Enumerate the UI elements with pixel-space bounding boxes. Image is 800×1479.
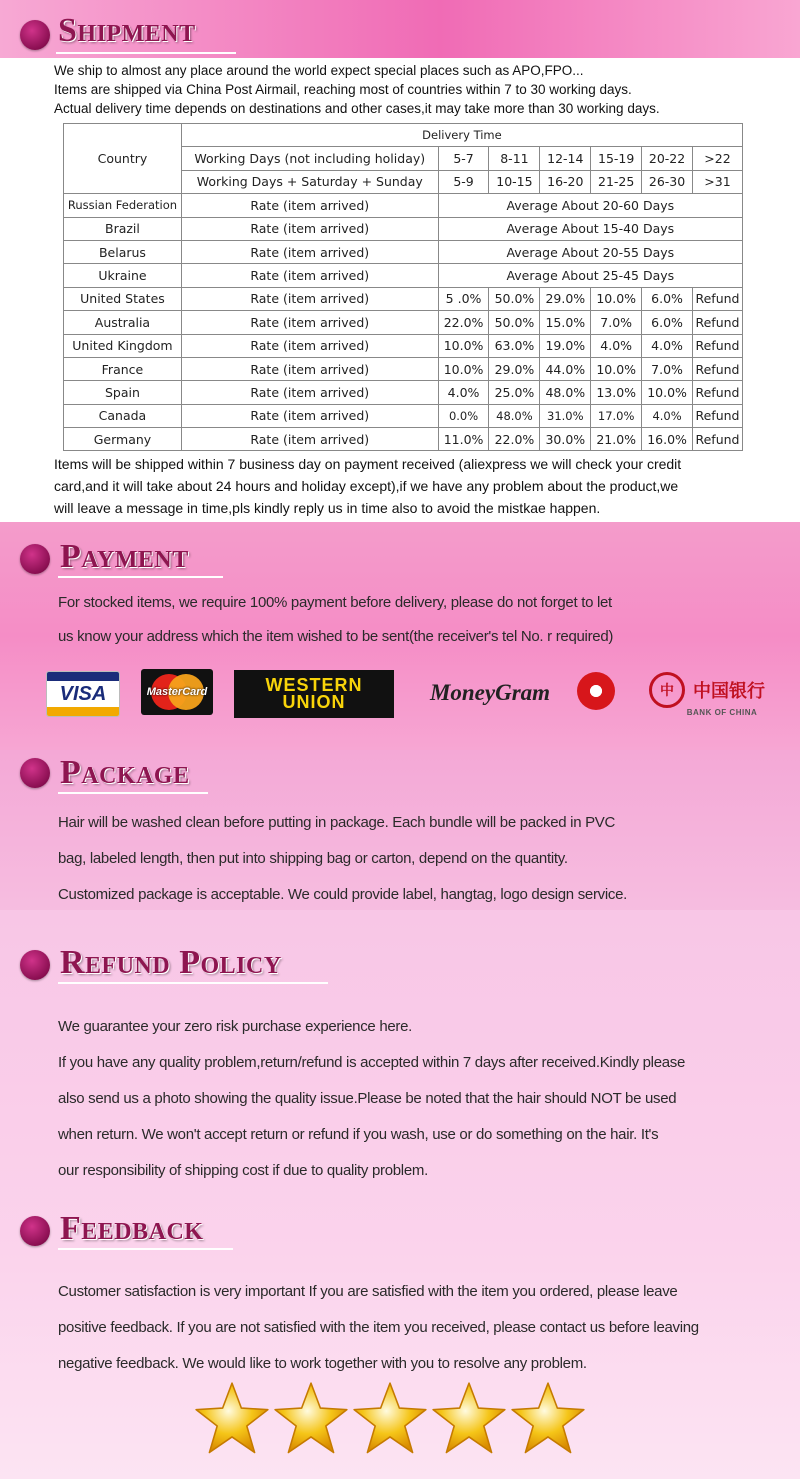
rate-value-cell: 10.0%	[438, 357, 489, 380]
rate-value-cell: 25.0%	[489, 381, 540, 404]
country-cell: Brazil	[64, 217, 182, 240]
country-cell: United States	[64, 287, 182, 310]
shipment-section	[0, 0, 800, 522]
rate-value-cell: 48.0%	[489, 404, 540, 427]
rate-label-cell: Rate (item arrived)	[181, 194, 438, 217]
shipment-intro-line-3: Actual delivery time depends on destinations and other cases,it may take more than 30 working days.	[54, 101, 660, 116]
rate-label-cell: Rate (item arrived)	[181, 381, 438, 404]
rate-value-cell: Refund	[692, 334, 742, 357]
country-cell: Russian Federation	[64, 194, 182, 217]
table-row	[64, 311, 743, 334]
table-row	[64, 240, 743, 263]
country-cell: France	[64, 357, 182, 380]
western-union-logo: WESTERN UNION	[234, 670, 394, 718]
rate-value-cell: 63.0%	[489, 334, 540, 357]
rate-label-cell: Rate (item arrived)	[181, 404, 438, 427]
rate-value-cell: 22.0%	[489, 428, 540, 451]
rate-value-cell: 30.0%	[540, 428, 591, 451]
table-row	[64, 428, 743, 451]
table-row	[64, 404, 743, 427]
range-cell: 16-20	[540, 170, 591, 193]
rate-value-cell: 17.0%	[591, 404, 642, 427]
rate-value-cell: 29.0%	[489, 357, 540, 380]
rate-value-cell: 44.0%	[540, 357, 591, 380]
country-cell: United Kingdom	[64, 334, 182, 357]
rate-value-cell: 13.0%	[591, 381, 642, 404]
rate-value-cell: 10.0%	[591, 287, 642, 310]
payment-line-2: us know your address which the item wished to be sent(the receiver's tel No. r required)	[58, 628, 614, 645]
payment-section	[0, 522, 800, 750]
range-cell: 10-15	[489, 170, 540, 193]
package-line-1: Hair will be washed clean before putting in package. Each bundle will be packed in PVC	[58, 814, 616, 831]
range-cell: 20-22	[642, 147, 693, 170]
package-line-3: Customized package is acceptable. We could provide label, hangtag, logo design service.	[58, 886, 627, 903]
rate-value-cell: 11.0%	[438, 428, 489, 451]
feedback-bullet-icon	[20, 1216, 50, 1246]
refund-title: Refund Policy	[60, 944, 282, 981]
rate-label-cell: Rate (item arrived)	[181, 428, 438, 451]
payment-title-underline	[58, 576, 223, 578]
package-line-2: bag, labeled length, then put into shipping bag or carton, depend on the quantity.	[58, 850, 568, 867]
shipment-bullet-icon	[20, 20, 50, 50]
country-cell: Australia	[64, 311, 182, 334]
country-cell: Ukraine	[64, 264, 182, 287]
table-row	[64, 357, 743, 380]
table-row	[64, 217, 743, 240]
package-section	[0, 750, 800, 910]
rate-value-cell: 50.0%	[489, 287, 540, 310]
table-row	[64, 194, 743, 217]
star-icon	[272, 1380, 350, 1458]
rate-value-cell: 48.0%	[540, 381, 591, 404]
refund-line-5: our responsibility of shipping cost if due to quality problem.	[58, 1162, 428, 1179]
rate-value-cell: 21.0%	[591, 428, 642, 451]
refund-bullet-icon	[20, 950, 50, 980]
star-icon	[351, 1380, 429, 1458]
range-cell: >31	[692, 170, 742, 193]
table-row	[64, 334, 743, 357]
country-cell: Spain	[64, 381, 182, 404]
rate-value-cell: Refund	[692, 311, 742, 334]
rate-value-cell: 0.0%	[438, 404, 489, 427]
range-cell: 26-30	[642, 170, 693, 193]
star-icon	[193, 1380, 271, 1458]
rate-label-cell: Rate (item arrived)	[181, 334, 438, 357]
range-cell: >22	[692, 147, 742, 170]
rate-value-cell: 19.0%	[540, 334, 591, 357]
rate-label-cell: Rate (item arrived)	[181, 311, 438, 334]
average-cell: Average About 25-45 Days	[438, 264, 742, 287]
average-cell: Average About 15-40 Days	[438, 217, 742, 240]
bank-of-china-logo: 中 中国银行 BANK OF CHINA	[637, 674, 777, 714]
package-title-underline	[58, 792, 208, 794]
range-cell: 5-7	[438, 147, 489, 170]
refund-title-underline	[58, 982, 328, 984]
rate-value-cell: 50.0%	[489, 311, 540, 334]
table-row	[64, 264, 743, 287]
rate-value-cell: Refund	[692, 287, 742, 310]
refund-line-1: We guarantee your zero risk purchase experience here.	[58, 1018, 413, 1035]
shipment-outro-line-3: will leave a message in time,pls kindly reply us in time also to avoid the mistkae happen.	[54, 500, 601, 516]
rate-value-cell: 10.0%	[438, 334, 489, 357]
rate-label-cell: Rate (item arrived)	[181, 357, 438, 380]
rate-value-cell: 4.0%	[591, 334, 642, 357]
payment-title: Payment	[60, 538, 189, 575]
table-row	[64, 287, 743, 310]
feedback-title: Feedback	[60, 1210, 204, 1247]
shipment-title: Shipment	[58, 12, 196, 49]
shipment-intro-line-1: We ship to almost any place around the world expect special places such as APO,FPO...	[54, 63, 584, 78]
rate-value-cell: 16.0%	[642, 428, 693, 451]
delivery-time-header: Delivery Time	[181, 124, 742, 147]
rate-value-cell: 10.0%	[642, 381, 693, 404]
rate-value-cell: 5 .0%	[438, 287, 489, 310]
rate-label-cell: Rate (item arrived)	[181, 240, 438, 263]
refund-line-2: If you have any quality problem,return/refund is accepted within 7 days after received.Kindly please	[58, 1054, 686, 1071]
average-cell: Average About 20-60 Days	[438, 194, 742, 217]
rate-value-cell: 6.0%	[642, 287, 693, 310]
moneygram-logo: MoneyGram	[429, 680, 551, 705]
rate-value-cell: 6.0%	[642, 311, 693, 334]
feedback-line-3: negative feedback. We would like to work together with you to resolve any problem.	[58, 1355, 587, 1372]
feedback-title-underline	[58, 1248, 233, 1250]
rate-label-cell: Rate (item arrived)	[181, 264, 438, 287]
delivery-rate-table	[63, 123, 743, 451]
refund-line-4: when return. We won't accept return or refund if you wash, use or do something on the hair. It's	[58, 1126, 659, 1143]
range-cell: 21-25	[591, 170, 642, 193]
country-cell: Germany	[64, 428, 182, 451]
rate-value-cell: 7.0%	[642, 357, 693, 380]
rate-value-cell: 15.0%	[540, 311, 591, 334]
package-bullet-icon	[20, 758, 50, 788]
package-title: Package	[60, 754, 190, 791]
rate-value-cell: 10.0%	[591, 357, 642, 380]
average-cell: Average About 20-55 Days	[438, 240, 742, 263]
shipment-intro-line-2: Items are shipped via China Post Airmail, reaching most of countries within 7 to 30 working days.	[54, 82, 632, 97]
star-icon	[509, 1380, 587, 1458]
weekend-days-label: Working Days + Saturday + Sunday	[181, 170, 438, 193]
moneygram-icon	[577, 672, 615, 710]
mastercard-logo: MasterCard	[141, 669, 213, 715]
country-cell: Canada	[64, 404, 182, 427]
table-row	[64, 381, 743, 404]
rate-value-cell: Refund	[692, 404, 742, 427]
country-cell: Belarus	[64, 240, 182, 263]
rate-value-cell: Refund	[692, 381, 742, 404]
star-icon	[430, 1380, 508, 1458]
rate-value-cell: 4.0%	[642, 334, 693, 357]
range-cell: 15-19	[591, 147, 642, 170]
range-cell: 8-11	[489, 147, 540, 170]
rate-value-cell: 4.0%	[438, 381, 489, 404]
visa-logo: VISA	[46, 671, 120, 717]
rate-value-cell: Refund	[692, 357, 742, 380]
shipment-title-underline	[56, 52, 236, 54]
rating-stars	[193, 1380, 593, 1475]
rate-label-cell: Rate (item arrived)	[181, 217, 438, 240]
rate-value-cell: 7.0%	[591, 311, 642, 334]
country-header: Country	[64, 124, 182, 194]
rate-value-cell: Refund	[692, 428, 742, 451]
rate-value-cell: 22.0%	[438, 311, 489, 334]
rate-value-cell: 31.0%	[540, 404, 591, 427]
payment-line-1: For stocked items, we require 100% payment before delivery, please do not forget to let	[58, 594, 612, 611]
range-cell: 5-9	[438, 170, 489, 193]
working-days-label: Working Days (not including holiday)	[181, 147, 438, 170]
refund-line-3: also send us a photo showing the quality issue.Please be noted that the hair should NOT be used	[58, 1090, 677, 1107]
rate-value-cell: 29.0%	[540, 287, 591, 310]
payment-bullet-icon	[20, 544, 50, 574]
range-cell: 12-14	[540, 147, 591, 170]
feedback-line-2: positive feedback. If you are not satisfied with the item you received, please contact us before leaving	[58, 1319, 699, 1336]
rate-value-cell: 4.0%	[642, 404, 693, 427]
table-row	[64, 124, 743, 147]
shipment-outro-line-2: card,and it will take about 24 hours and holiday except),if we have any problem about the product,we	[54, 478, 679, 494]
feedback-line-1: Customer satisfaction is very important If you are satisfied with the item you ordered, please leave	[58, 1283, 678, 1300]
rate-label-cell: Rate (item arrived)	[181, 287, 438, 310]
shipment-outro-line-1: Items will be shipped within 7 business day on payment received (aliexpress we will check your credit	[54, 456, 682, 472]
